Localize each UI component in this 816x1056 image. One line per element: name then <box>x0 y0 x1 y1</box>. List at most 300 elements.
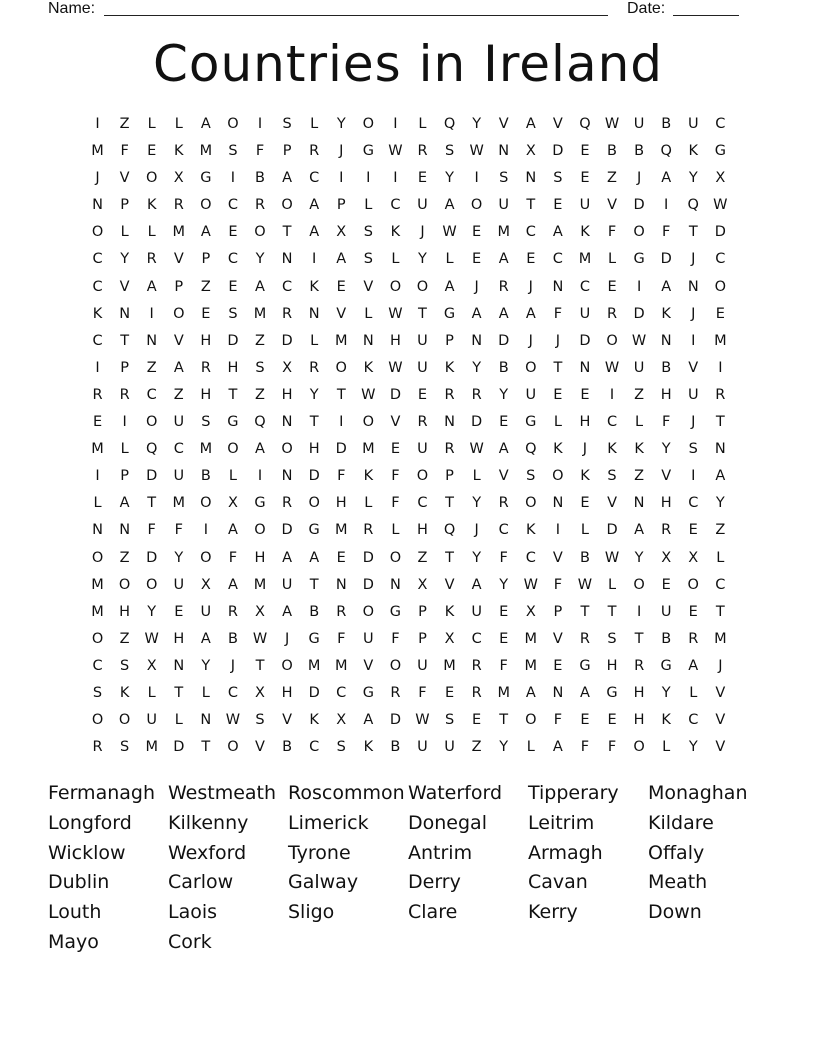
grid-letter: A <box>579 684 590 701</box>
word-list-item: Antrim <box>408 841 473 864</box>
grid-letter: N <box>173 657 185 674</box>
grid-letter: O <box>281 657 293 674</box>
grid-row <box>84 328 734 355</box>
grid-letter: A <box>525 305 536 322</box>
grid-letter: L <box>364 197 373 214</box>
grid-letter: A <box>525 116 536 132</box>
grid-letter: K <box>363 468 374 485</box>
grid-letter: J <box>474 278 479 295</box>
grid-letter: O <box>606 332 618 349</box>
grid-letter: K <box>174 143 184 160</box>
grid-letter: E <box>390 441 400 458</box>
grid-letter: Y <box>174 549 184 566</box>
grid-letter: T <box>336 386 346 403</box>
grid-row <box>84 626 734 653</box>
grid-letter: L <box>445 251 454 268</box>
grid-letter: C <box>282 278 293 295</box>
grid-letter: W <box>604 116 620 132</box>
grid-letter: B <box>255 170 265 187</box>
grid-letter: D <box>579 332 591 349</box>
grid-letter: D <box>146 549 158 566</box>
grid-letter: F <box>147 522 156 539</box>
grid-letter: W <box>577 576 593 593</box>
grid-letter: S <box>444 712 455 729</box>
grid-letter: U <box>417 739 428 756</box>
grid-letter: H <box>173 630 185 647</box>
grid-letter: H <box>227 359 239 376</box>
grid-letter: Q <box>443 522 456 539</box>
grid-letter: L <box>310 116 319 132</box>
grid-letter: H <box>335 495 347 512</box>
grid-letter: S <box>120 739 130 756</box>
grid-letter: R <box>173 197 184 214</box>
grid-letter: N <box>92 522 103 539</box>
grid-letter: V <box>498 116 509 132</box>
grid-letter: O <box>145 414 158 431</box>
grid-letter: F <box>391 495 400 512</box>
grid-letter: T <box>120 332 130 349</box>
grid-letter: Y <box>445 170 454 187</box>
grid-letter: K <box>688 143 699 160</box>
grid-letter: T <box>715 414 725 431</box>
grid-letter: I <box>664 197 669 214</box>
grid-letter: A <box>336 251 347 268</box>
grid-row <box>84 490 734 517</box>
grid-letter: I <box>636 278 642 295</box>
grid-letter: W <box>442 224 457 241</box>
grid-letter: D <box>335 441 347 458</box>
grid-letter: J <box>284 630 290 647</box>
grid-letter: V <box>173 251 184 268</box>
grid-letter: O <box>633 224 645 241</box>
grid-letter: T <box>607 603 617 620</box>
grid-letter: Y <box>499 739 509 756</box>
grid-letter: L <box>364 305 373 322</box>
grid-letter: N <box>119 522 131 539</box>
grid-letter: P <box>418 630 427 647</box>
grid-letter: S <box>688 441 698 458</box>
word-list-item: Louth <box>48 901 102 924</box>
grid-letter: G <box>254 495 266 512</box>
grid-letter: Y <box>255 251 265 268</box>
grid-letter: F <box>228 549 238 566</box>
grid-letter: V <box>363 278 374 295</box>
word-list-item: Dublin <box>48 871 110 894</box>
grid-letter: J <box>474 522 479 539</box>
grid-letter: Q <box>579 116 591 132</box>
grid-letter: A <box>661 278 672 295</box>
grid-letter: W <box>388 143 403 160</box>
grid-letter: S <box>255 359 265 376</box>
grid-letter: R <box>309 143 320 160</box>
grid-letter: W <box>523 576 538 593</box>
grid-letter: U <box>200 603 212 620</box>
grid-letter: R <box>688 630 699 647</box>
grid-letter: E <box>228 224 238 241</box>
grid-letter: I <box>718 359 723 376</box>
grid-row <box>84 653 734 680</box>
grid-letter: S <box>526 468 536 485</box>
grid-letter: O <box>91 630 104 647</box>
page-title: Countries in Ireland <box>152 35 664 93</box>
grid-letter: E <box>661 576 671 593</box>
grid-letter: K <box>607 441 617 458</box>
grid-letter: X <box>525 143 536 160</box>
grid-letter: I <box>203 522 208 539</box>
grid-letter: I <box>95 116 100 132</box>
grid-letter: R <box>417 143 428 160</box>
grid-letter: T <box>418 305 427 322</box>
grid-letter: U <box>417 332 428 349</box>
grid-letter: U <box>417 441 428 458</box>
grid-letter: C <box>552 251 563 268</box>
grid-letter: A <box>552 224 563 241</box>
grid-letter: A <box>309 224 320 241</box>
grid-letter: W <box>604 359 620 376</box>
grid-letter: R <box>336 603 347 620</box>
grid-letter: N <box>281 468 293 485</box>
grid-letter: B <box>661 630 672 647</box>
grid-letter: K <box>661 305 671 322</box>
grid-letter: M <box>524 657 538 674</box>
grid-letter: Y <box>418 251 427 268</box>
grid-letter: E <box>580 143 590 160</box>
grid-letter: I <box>257 116 263 132</box>
grid-letter: N <box>200 712 212 729</box>
grid-letter: O <box>200 549 212 566</box>
worksheet-header <box>48 0 748 20</box>
word-list-item: Galway <box>288 871 359 894</box>
grid-letter: E <box>417 170 428 187</box>
grid-letter: Y <box>472 359 482 376</box>
grid-letter: S <box>201 414 211 431</box>
word-list-item: Armagh <box>528 841 603 864</box>
grid-letter: O <box>389 278 402 295</box>
grid-letter: I <box>230 170 236 187</box>
grid-letter: A <box>282 170 293 187</box>
grid-row <box>84 138 734 165</box>
grid-letter: G <box>362 143 374 160</box>
grid-letter: C <box>715 251 726 268</box>
grid-letter: Z <box>200 278 211 295</box>
grid-letter: R <box>606 305 618 322</box>
grid-letter: V <box>336 305 347 322</box>
grid-letter: Q <box>687 197 699 214</box>
grid-letter: O <box>389 657 402 674</box>
grid-letter: C <box>498 522 509 539</box>
grid-letter: T <box>634 630 644 647</box>
word-list-item: Sligo <box>288 901 335 924</box>
grid-letter: Y <box>499 386 509 403</box>
grid-letter: S <box>255 712 265 729</box>
grid-letter: D <box>633 197 645 214</box>
grid-letter: J <box>528 332 533 349</box>
grid-letter: C <box>606 414 618 431</box>
grid-letter: V <box>119 278 130 295</box>
grid-letter: L <box>580 522 589 539</box>
grid-row <box>84 246 734 273</box>
grid-letter: F <box>662 414 671 431</box>
grid-letter: X <box>146 657 157 674</box>
grid-letter: I <box>609 386 615 403</box>
grid-letter: L <box>418 116 427 132</box>
grid-letter: V <box>552 549 563 566</box>
name-write-line <box>104 15 608 16</box>
grid-letter: J <box>420 224 425 241</box>
grid-letter: B <box>227 630 238 647</box>
grid-letter: A <box>498 251 509 268</box>
grid-letter: K <box>363 359 374 376</box>
grid-letter: N <box>335 576 347 593</box>
grid-letter: S <box>553 170 563 187</box>
grid-letter: F <box>607 224 617 241</box>
grid-letter: E <box>526 251 536 268</box>
grid-letter: M <box>91 143 104 160</box>
grid-letter: H <box>660 495 672 512</box>
grid-letter: A <box>282 549 293 566</box>
date-label: Date: <box>627 0 666 17</box>
grid-letter: C <box>336 684 347 701</box>
name-label: Name: <box>48 0 96 17</box>
word-list-item: Westmeath <box>168 782 277 804</box>
grid-letter: L <box>391 251 400 268</box>
grid-letter: V <box>363 657 374 674</box>
grid-letter: B <box>200 468 211 485</box>
grid-letter: R <box>92 386 103 403</box>
grid-letter: H <box>200 386 212 403</box>
grid-letter: D <box>308 468 320 485</box>
grid-letter: D <box>471 414 483 431</box>
grid-letter: P <box>418 603 427 620</box>
grid-letter: Y <box>688 739 698 756</box>
grid-letter: J <box>691 251 696 268</box>
grid-letter: T <box>688 224 698 241</box>
grid-letter: I <box>691 468 696 485</box>
grid-letter: S <box>363 251 373 268</box>
grid-letter: T <box>580 603 590 620</box>
grid-letter: I <box>691 332 696 349</box>
grid-letter: E <box>553 657 563 674</box>
grid-letter: L <box>526 739 535 756</box>
grid-letter: G <box>606 684 618 701</box>
grid-row <box>84 382 734 409</box>
grid-letter: V <box>661 468 672 485</box>
grid-letter: Y <box>688 170 698 187</box>
grid-letter: A <box>227 576 238 593</box>
grid-letter: L <box>635 414 644 431</box>
grid-letter: X <box>282 359 293 376</box>
grid-letter: M <box>443 657 456 674</box>
grid-letter: O <box>227 116 239 132</box>
grid-letter: B <box>607 143 617 160</box>
grid-letter: K <box>553 441 563 458</box>
grid-letter: C <box>309 739 320 756</box>
word-list-item: Mayo <box>48 930 99 953</box>
grid-letter: P <box>336 197 346 214</box>
grid-letter: A <box>255 441 265 458</box>
grid-letter: D <box>389 386 401 403</box>
grid-letter: M <box>334 332 348 349</box>
grid-letter: H <box>633 712 645 729</box>
grid-letter: C <box>688 495 699 512</box>
grid-letter: R <box>471 657 482 674</box>
grid-letter: K <box>92 305 103 322</box>
grid-letter: G <box>633 251 645 268</box>
grid-letter: R <box>634 657 645 674</box>
grid-letter: A <box>363 712 374 729</box>
grid-letter: M <box>524 630 538 647</box>
grid-letter: I <box>339 414 344 431</box>
grid-letter: X <box>688 549 699 566</box>
word-list-item: Derry <box>408 871 461 894</box>
grid-letter: M <box>172 495 186 512</box>
word-list-item: Carlow <box>168 871 234 894</box>
grid-letter: T <box>147 495 157 512</box>
grid-letter: C <box>309 170 320 187</box>
grid-letter: E <box>174 603 184 620</box>
grid-letter: O <box>145 576 158 593</box>
grid-letter: J <box>230 657 236 674</box>
grid-letter: N <box>362 332 374 349</box>
grid-letter: E <box>499 414 509 431</box>
grid-letter: C <box>146 386 157 403</box>
grid-letter: K <box>580 224 590 241</box>
grid-letter: C <box>688 712 699 729</box>
grid-letter: E <box>715 305 725 322</box>
grid-letter: Z <box>417 549 428 566</box>
grid-letter: E <box>688 603 698 620</box>
grid-letter: L <box>147 224 156 241</box>
grid-letter: O <box>91 712 104 729</box>
grid-letter: G <box>200 170 212 187</box>
grid-letter: Y <box>715 495 725 512</box>
grid-letter: E <box>607 712 617 729</box>
grid-letter: R <box>146 251 157 268</box>
grid-letter: H <box>308 441 320 458</box>
grid-letter: R <box>579 630 590 647</box>
grid-letter: L <box>391 522 400 539</box>
grid-letter: R <box>227 603 238 620</box>
grid-row <box>84 436 734 463</box>
word-list-item: Cork <box>168 930 212 953</box>
grid-letter: U <box>471 603 482 620</box>
grid-letter: M <box>714 332 727 349</box>
grid-letter: I <box>393 116 398 132</box>
grid-letter: T <box>174 684 184 701</box>
grid-letter: R <box>309 359 320 376</box>
grid-letter: Z <box>119 549 130 566</box>
grid-letter: B <box>282 739 293 756</box>
grid-letter: P <box>201 251 211 268</box>
grid-letter: L <box>472 468 481 485</box>
grid-letter: F <box>418 684 427 701</box>
grid-letter: T <box>526 197 536 214</box>
grid-letter: G <box>443 305 456 322</box>
grid-letter: Y <box>472 116 482 132</box>
grid-letter: A <box>200 116 211 132</box>
grid-letter: E <box>499 630 509 647</box>
grid-letter: R <box>390 684 401 701</box>
grid-letter: O <box>470 197 483 214</box>
grid-letter: X <box>227 495 238 512</box>
grid-letter: J <box>582 441 588 458</box>
grid-letter: G <box>660 657 672 674</box>
grid-row <box>84 599 734 626</box>
grid-letter: U <box>173 576 185 593</box>
grid-letter: W <box>604 549 620 566</box>
grid-letter: O <box>281 441 293 458</box>
grid-letter: I <box>393 170 398 187</box>
grid-letter: A <box>227 522 238 539</box>
grid-letter: Y <box>472 549 482 566</box>
grid-letter: M <box>91 603 104 620</box>
grid-letter: T <box>282 224 292 241</box>
word-list-item: Clare <box>408 901 458 924</box>
grid-letter: Z <box>146 359 157 376</box>
grid-letter: L <box>553 414 562 431</box>
word-list-item: Offaly <box>648 841 705 864</box>
grid-letter: C <box>417 495 428 512</box>
grid-letter: J <box>691 305 696 322</box>
grid-letter: V <box>173 332 184 349</box>
grid-letter: H <box>579 414 591 431</box>
grid-letter: N <box>92 197 103 214</box>
grid-letter: G <box>714 143 726 160</box>
grid-letter: M <box>714 630 727 647</box>
grid-letter: R <box>282 495 293 512</box>
grid-letter: R <box>444 441 455 458</box>
grid-letter: P <box>282 143 292 160</box>
grid-letter: V <box>715 684 726 701</box>
grid-letter: O <box>227 739 239 756</box>
grid-letter: G <box>227 414 239 431</box>
grid-letter: O <box>633 739 645 756</box>
grid-letter: M <box>199 441 213 458</box>
grid-letter: D <box>362 549 374 566</box>
grid-letter: S <box>499 170 509 187</box>
grid-letter: O <box>362 603 375 620</box>
grid-letter: D <box>552 143 564 160</box>
grid-letter: V <box>715 712 726 729</box>
grid-letter: N <box>579 359 591 376</box>
grid-letter: D <box>498 332 510 349</box>
grid-row <box>84 111 734 138</box>
grid-letter: K <box>444 359 455 376</box>
grid-letter: K <box>444 603 455 620</box>
grid-letter: Q <box>443 116 456 132</box>
word-list-item: Meath <box>648 871 708 894</box>
grid-letter: Q <box>145 441 158 458</box>
grid-letter: V <box>255 739 265 756</box>
grid-letter: A <box>525 684 536 701</box>
grid-letter: S <box>228 143 238 160</box>
word-list-item: Donegal <box>408 811 487 834</box>
grid-letter: E <box>92 414 103 431</box>
grid-letter: H <box>660 386 672 403</box>
grid-letter: O <box>335 359 347 376</box>
grid-letter: F <box>120 143 129 160</box>
grid-letter: E <box>472 224 482 241</box>
grid-letter: U <box>363 630 374 647</box>
grid-letter: B <box>498 359 509 376</box>
grid-letter: J <box>555 332 560 349</box>
grid-letter: Y <box>634 549 644 566</box>
grid-letter: U <box>417 657 428 674</box>
grid-letter: Y <box>661 441 671 458</box>
grid-letter: J <box>339 143 344 160</box>
grid-letter: W <box>415 712 430 729</box>
grid-letter: R <box>498 278 509 295</box>
